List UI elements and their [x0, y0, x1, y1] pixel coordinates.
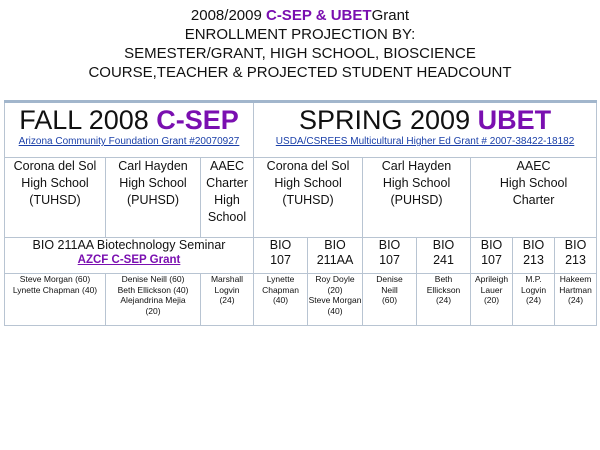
- course-cell: BIO 213: [513, 238, 555, 274]
- fall-title: FALL 2008 C-SEP: [19, 105, 239, 135]
- spring-school-aaec: AAEC High School Charter: [471, 158, 597, 238]
- fall-teachers-corona: Steve Morgan (60) Lynette Chapman (40): [5, 274, 106, 326]
- spring-teacher-cell: Lynette Chapman (40): [254, 274, 308, 326]
- course-cell: BIO 241: [417, 238, 471, 274]
- spring-teacher-cell: M.P. Logvin (24): [513, 274, 555, 326]
- spring-teacher-cell: Aprileigh Lauer (20): [471, 274, 513, 326]
- teacher-row: [5, 274, 597, 326]
- title-year: 2008/2009: [190, 7, 266, 24]
- course-cell: BIO 107: [471, 238, 513, 274]
- course-cell: BIO 107: [363, 238, 417, 274]
- title-line-4: COURSE,TEACHER & PROJECTED STUDENT HEADCOUNT: [88, 64, 512, 81]
- spring-school-corona: Corona del Sol High School (TUHSD): [254, 158, 363, 238]
- seminar-name: BIO 211AA Biotechnology Seminar: [32, 238, 226, 252]
- title-programs: C-SEP & UBET: [265, 7, 372, 24]
- seminar-grant-link[interactable]: AZCF C-SEP Grant: [77, 254, 181, 266]
- school-row: [5, 158, 597, 238]
- spring-title: SPRING 2009 UBET: [299, 105, 552, 135]
- spring-grant-link[interactable]: USDA/CSREES Multicultural Higher Ed Grant # 2007-38422-18182: [275, 136, 575, 147]
- spring-school-carl-hayden: Carl Hayden High School (PUHSD): [363, 158, 471, 238]
- course-cell: BIO 211AA: [308, 238, 363, 274]
- page-title: [0, 6, 600, 82]
- course-row: [5, 238, 597, 274]
- fall-school-corona: Corona del Sol High School (TUHSD): [5, 158, 106, 238]
- course-cell: BIO 213: [555, 238, 597, 274]
- title-grant-word: Grant: [371, 7, 410, 24]
- title-line-3: SEMESTER/GRANT, HIGH SCHOOL, BIOSCIENCE: [124, 45, 476, 62]
- title-line-2: ENROLLMENT PROJECTION BY:: [184, 26, 416, 43]
- spring-header: [254, 102, 597, 158]
- spring-teacher-cell: Roy Doyle (20) Steve Morgan (40): [308, 274, 363, 326]
- spring-teacher-cell: Hakeem Hartman (24): [555, 274, 597, 326]
- title-line-1: [0, 6, 600, 25]
- fall-seminar: [5, 238, 254, 274]
- fall-teachers-carl-hayden: Denise Neill (60) Beth Ellickson (40) Alejandrina Mejia (20): [106, 274, 201, 326]
- fall-teachers-aaec: Marshall Logvin (24): [201, 274, 254, 326]
- course-cell: BIO 107: [254, 238, 308, 274]
- spring-teacher-cell: Beth Ellickson (24): [417, 274, 471, 326]
- fall-school-aaec: AAEC Charter High School: [201, 158, 254, 238]
- fall-grant-link[interactable]: Arizona Community Foundation Grant #20070927: [18, 136, 240, 147]
- fall-header: [5, 102, 254, 158]
- semester-row: [5, 102, 597, 158]
- fall-school-carl-hayden: Carl Hayden High School (PUHSD): [106, 158, 201, 238]
- spring-teacher-cell: Denise Neill (60): [363, 274, 417, 326]
- enrollment-table: [4, 100, 597, 326]
